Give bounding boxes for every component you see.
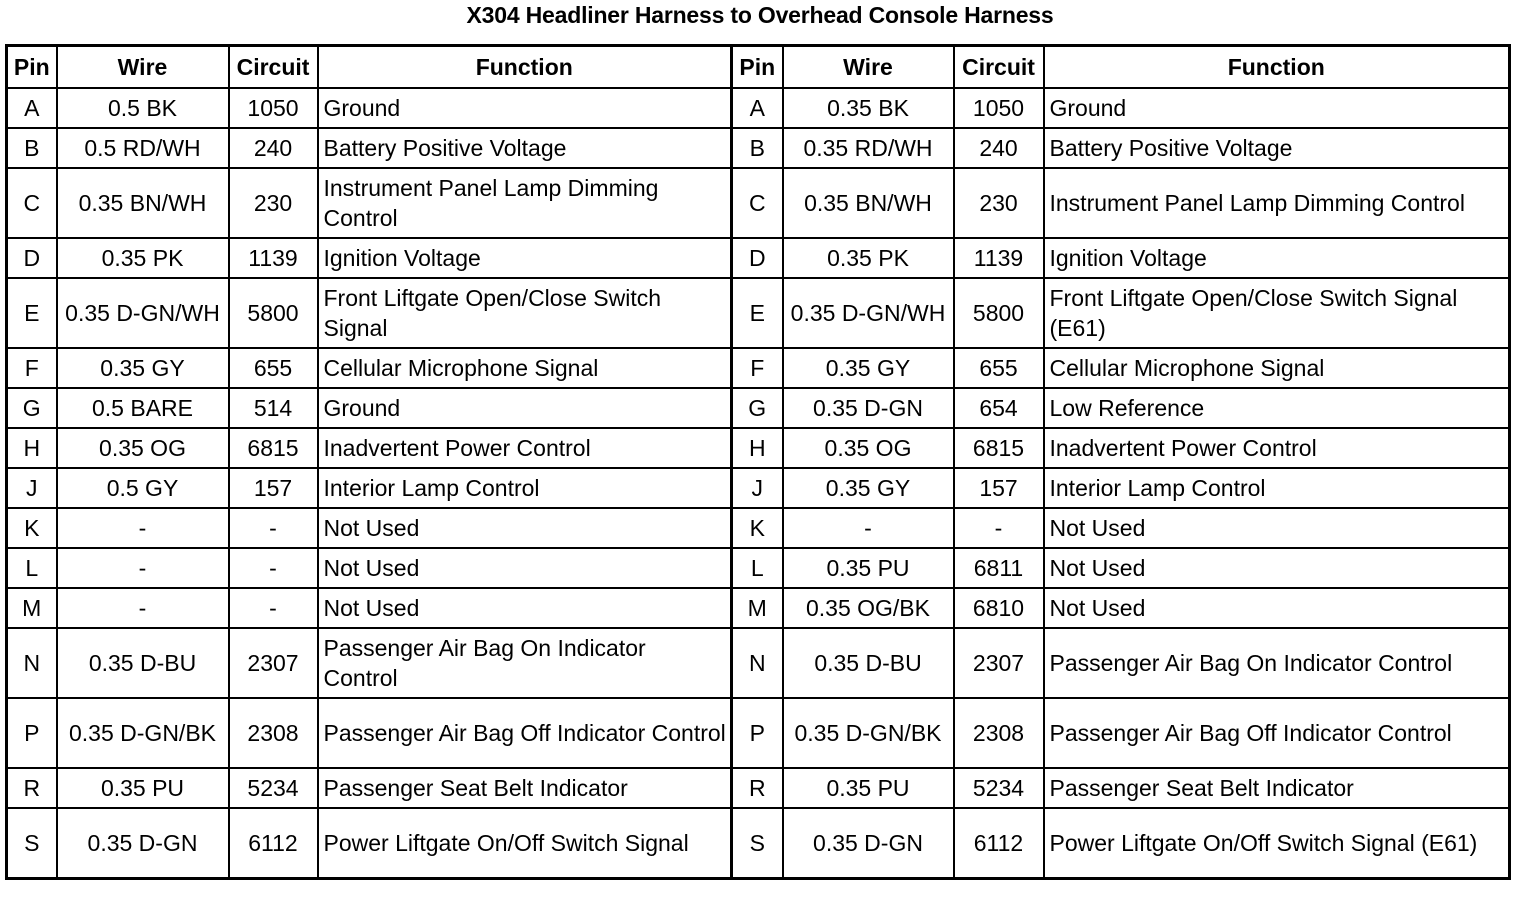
table-row [7, 428, 1510, 468]
left-pin-cell: N [7, 628, 57, 698]
left-wire-cell: 0.5 BK [57, 88, 229, 128]
left-wire-cell: 0.35 D-GN [57, 808, 229, 879]
table-row [7, 698, 1510, 768]
left-wire-cell: 0.5 RD/WH [57, 128, 229, 168]
table-row [7, 278, 1510, 348]
right-wire-cell: 0.35 RD/WH [783, 128, 954, 168]
right-pin-cell: B [732, 128, 783, 168]
right-function-cell: Not Used [1044, 548, 1510, 588]
right-function-cell: Low Reference [1044, 388, 1510, 428]
left-pin-cell: J [7, 468, 57, 508]
right-circuit-cell: 2308 [954, 698, 1044, 768]
right-function-cell: Instrument Panel Lamp Dimming Control [1044, 168, 1510, 238]
left-circuit-cell: 157 [229, 468, 318, 508]
left-circuit-cell: 230 [229, 168, 318, 238]
right-wire-cell: 0.35 D-GN/BK [783, 698, 954, 768]
right-pin-cell: M [732, 588, 783, 628]
left-wire-cell: 0.5 GY [57, 468, 229, 508]
right-circuit-cell: 6810 [954, 588, 1044, 628]
right-function-cell: Inadvertent Power Control [1044, 428, 1510, 468]
right-function-cell: Interior Lamp Control [1044, 468, 1510, 508]
right-function-cell: Passenger Air Bag Off Indicator Control [1044, 698, 1510, 768]
left-function-cell: Instrument Panel Lamp Dimming Control [318, 168, 732, 238]
right-wire-cell: 0.35 BK [783, 88, 954, 128]
left-pin-cell: F [7, 348, 57, 388]
left-function-cell: Ground [318, 88, 732, 128]
right-circuit-cell: 5234 [954, 768, 1044, 808]
left-function-cell: Front Liftgate Open/Close Switch Signal [318, 278, 732, 348]
right-pin-cell: E [732, 278, 783, 348]
left-function-cell: Power Liftgate On/Off Switch Signal [318, 808, 732, 879]
table-row [7, 808, 1510, 879]
right-function-cell: Power Liftgate On/Off Switch Signal (E61) [1044, 808, 1510, 879]
header-circuit: Circuit [229, 46, 318, 89]
right-function-cell: Not Used [1044, 508, 1510, 548]
header-pin: Pin [7, 46, 57, 89]
left-function-cell: Inadvertent Power Control [318, 428, 732, 468]
right-pin-cell: R [732, 768, 783, 808]
right-wire-cell: 0.35 D-BU [783, 628, 954, 698]
right-pin-cell: P [732, 698, 783, 768]
right-pin-cell: N [732, 628, 783, 698]
left-wire-cell: 0.35 GY [57, 348, 229, 388]
header-function: Function [1044, 46, 1510, 89]
left-pin-cell: P [7, 698, 57, 768]
left-circuit-cell: - [229, 508, 318, 548]
right-circuit-cell: 1139 [954, 238, 1044, 278]
table-row [7, 588, 1510, 628]
left-function-cell: Passenger Seat Belt Indicator [318, 768, 732, 808]
left-pin-cell: C [7, 168, 57, 238]
table-row [7, 128, 1510, 168]
right-circuit-cell: 6815 [954, 428, 1044, 468]
right-pin-cell: L [732, 548, 783, 588]
table-row [7, 628, 1510, 698]
table-row [7, 168, 1510, 238]
left-pin-cell: H [7, 428, 57, 468]
left-wire-cell: 0.35 PU [57, 768, 229, 808]
left-function-cell: Ignition Voltage [318, 238, 732, 278]
left-pin-cell: R [7, 768, 57, 808]
right-function-cell: Ground [1044, 88, 1510, 128]
right-function-cell: Not Used [1044, 588, 1510, 628]
left-function-cell: Not Used [318, 508, 732, 548]
right-function-cell: Battery Positive Voltage [1044, 128, 1510, 168]
left-function-cell: Cellular Microphone Signal [318, 348, 732, 388]
right-pin-cell: J [732, 468, 783, 508]
right-circuit-cell: 2307 [954, 628, 1044, 698]
left-function-cell: Battery Positive Voltage [318, 128, 732, 168]
left-circuit-cell: 1139 [229, 238, 318, 278]
left-function-cell: Ground [318, 388, 732, 428]
left-pin-cell: K [7, 508, 57, 548]
right-circuit-cell: - [954, 508, 1044, 548]
right-wire-cell: 0.35 D-GN/WH [783, 278, 954, 348]
left-pin-cell: L [7, 548, 57, 588]
right-circuit-cell: 240 [954, 128, 1044, 168]
table-row [7, 468, 1510, 508]
right-wire-cell: - [783, 508, 954, 548]
right-circuit-cell: 6112 [954, 808, 1044, 879]
right-circuit-cell: 6811 [954, 548, 1044, 588]
right-wire-cell: 0.35 D-GN [783, 808, 954, 879]
left-circuit-cell: 240 [229, 128, 318, 168]
left-circuit-cell: 655 [229, 348, 318, 388]
right-wire-cell: 0.35 BN/WH [783, 168, 954, 238]
right-wire-cell: 0.35 PU [783, 548, 954, 588]
left-pin-cell: G [7, 388, 57, 428]
right-function-cell: Ignition Voltage [1044, 238, 1510, 278]
left-wire-cell: - [57, 548, 229, 588]
table-row [7, 88, 1510, 128]
right-circuit-cell: 655 [954, 348, 1044, 388]
left-function-cell: Not Used [318, 588, 732, 628]
table-row [7, 388, 1510, 428]
left-pin-cell: A [7, 88, 57, 128]
page-title: X304 Headliner Harness to Overhead Console Harness [466, 2, 1054, 28]
left-wire-cell: 0.35 BN/WH [57, 168, 229, 238]
left-wire-cell: 0.35 D-BU [57, 628, 229, 698]
left-pin-cell: S [7, 808, 57, 879]
right-wire-cell: 0.35 OG/BK [783, 588, 954, 628]
left-wire-cell: 0.35 PK [57, 238, 229, 278]
right-function-cell: Front Liftgate Open/Close Switch Signal (E61) [1044, 278, 1510, 348]
right-wire-cell: 0.35 GY [783, 348, 954, 388]
left-wire-cell: 0.35 OG [57, 428, 229, 468]
left-function-cell: Not Used [318, 548, 732, 588]
right-wire-cell: 0.35 D-GN [783, 388, 954, 428]
right-function-cell: Passenger Seat Belt Indicator [1044, 768, 1510, 808]
left-wire-cell: - [57, 588, 229, 628]
left-function-cell: Passenger Air Bag Off Indicator Control [318, 698, 732, 768]
left-circuit-cell: 6815 [229, 428, 318, 468]
right-wire-cell: 0.35 PK [783, 238, 954, 278]
right-circuit-cell: 157 [954, 468, 1044, 508]
header-pin: Pin [732, 46, 783, 89]
right-pin-cell: K [732, 508, 783, 548]
pinout-table [5, 44, 1511, 880]
header-wire: Wire [57, 46, 229, 89]
left-circuit-cell: - [229, 548, 318, 588]
right-function-cell: Cellular Microphone Signal [1044, 348, 1510, 388]
header-row [7, 46, 1510, 89]
right-function-cell: Passenger Air Bag On Indicator Control [1044, 628, 1510, 698]
left-pin-cell: D [7, 238, 57, 278]
table-row [7, 548, 1510, 588]
header-wire: Wire [783, 46, 954, 89]
table-row [7, 508, 1510, 548]
right-circuit-cell: 5800 [954, 278, 1044, 348]
left-circuit-cell: 2307 [229, 628, 318, 698]
left-function-cell: Interior Lamp Control [318, 468, 732, 508]
right-pin-cell: F [732, 348, 783, 388]
table-row [7, 348, 1510, 388]
right-circuit-cell: 1050 [954, 88, 1044, 128]
left-circuit-cell: 2308 [229, 698, 318, 768]
table-row [7, 238, 1510, 278]
left-wire-cell: 0.5 BARE [57, 388, 229, 428]
right-pin-cell: S [732, 808, 783, 879]
left-circuit-cell: 514 [229, 388, 318, 428]
right-circuit-cell: 654 [954, 388, 1044, 428]
right-wire-cell: 0.35 OG [783, 428, 954, 468]
left-pin-cell: B [7, 128, 57, 168]
left-wire-cell: 0.35 D-GN/WH [57, 278, 229, 348]
left-function-cell: Passenger Air Bag On Indicator Control [318, 628, 732, 698]
right-pin-cell: H [732, 428, 783, 468]
header-circuit: Circuit [954, 46, 1044, 89]
header-function: Function [318, 46, 732, 89]
left-circuit-cell: 6112 [229, 808, 318, 879]
table-row [7, 768, 1510, 808]
left-circuit-cell: 5800 [229, 278, 318, 348]
left-pin-cell: M [7, 588, 57, 628]
left-pin-cell: E [7, 278, 57, 348]
right-wire-cell: 0.35 PU [783, 768, 954, 808]
table-body [7, 88, 1510, 879]
right-pin-cell: A [732, 88, 783, 128]
right-wire-cell: 0.35 GY [783, 468, 954, 508]
right-circuit-cell: 230 [954, 168, 1044, 238]
left-wire-cell: - [57, 508, 229, 548]
left-circuit-cell: - [229, 588, 318, 628]
left-wire-cell: 0.35 D-GN/BK [57, 698, 229, 768]
left-circuit-cell: 1050 [229, 88, 318, 128]
right-pin-cell: G [732, 388, 783, 428]
right-pin-cell: D [732, 238, 783, 278]
right-pin-cell: C [732, 168, 783, 238]
left-circuit-cell: 5234 [229, 768, 318, 808]
